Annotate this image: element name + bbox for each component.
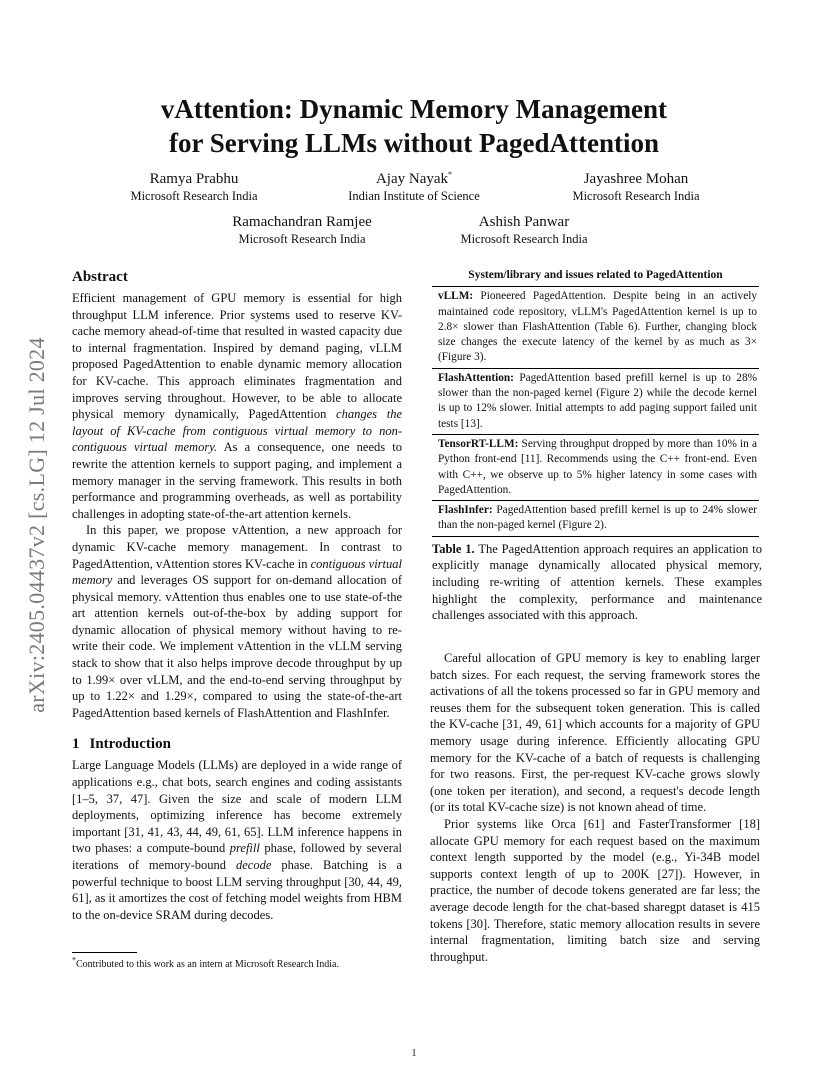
table-row: TensorRT-LLM: Serving throughput dropped by more than 10% in a Python front-end [11]. Recommends using the C++ front-end. Even with C++, we observe up to 5% higher latency in some cases with PagedAttention.: [432, 435, 759, 501]
author-name: Ramachandran Ramjee: [232, 214, 372, 230]
section-heading-introduction: 1 Introduction: [72, 736, 171, 753]
table-row: vLLM: Pioneered PagedAttention. Despite being in an actively maintained code repository, vLLM's PagedAttention kernel is up to 2.8× slower than FlashAttention (Table 6). Further, changing block size changes the execute latency of the kernel by as much as 3× (Figure 3).: [432, 287, 759, 368]
paper-title-line-1: vAttention: Dynamic Memory Management: [160, 94, 668, 124]
footnote: *Contributed to this work as an intern at Microsoft Research India.: [72, 955, 339, 970]
author-name: Ramya Prabhu: [149, 171, 239, 187]
abstract-paragraph: In this paper, we propose vAttention, a new approach for dynamic KV-cache memory management. In contrast to PagedAttention, vAttention stores KV-cache in contiguous virtual memory and leverages OS support for on-demand allocation of physical memory. vAttention thus enables one to use state-of-the art attention kernels out-of-the-box by adding support for dynamic allocation of physical memory without having to re-write their code. We implement vAttention in the vLLM serving stack to show that it also helps improve decode throughput by up to 1.99× over vLLM, and the end-to-end serving throughput by up to 1.22× and 1.29×, compared to using the state-of-the-art PagedAttention based kernels of FlashAttention and FlashInfer.: [72, 523, 402, 720]
footnote-rule: [72, 952, 137, 953]
intro-paragraph: Prior systems like Orca [61] and FasterTransformer [18] allocate GPU memory for each request based on the maximum context length supported by the model (e.g., Yi-34B model supports context length of up to 200K [27]). However, in practice, the number of decode tokens generated are far less; the average decode length for the chat-based sharegpt dataset is 415 tokens [30]. Therefore, static memory allocation results in severe internal fragmentation, limiting batch size and serving throughput.: [430, 816, 760, 964]
arxiv-stamp-text: arXiv:2405.04437v2 [cs.LG] 12 Jul 2024: [24, 337, 49, 713]
author-block: [434, 213, 614, 247]
author-affiliation: Microsoft Research India: [460, 232, 588, 246]
table-row: FlashInfer: PagedAttention based prefill kernel is up to 24% slower than the non-paged kernel (Figure 2).: [432, 501, 759, 537]
author-block: [104, 170, 284, 204]
author-name: Jayashree Mohan: [583, 171, 689, 187]
author-name: Ajay Nayak*: [375, 170, 453, 187]
author-affiliation: Microsoft Research India: [130, 189, 258, 203]
author-affiliation: Indian Institute of Science: [348, 189, 480, 203]
intro-paragraph: Careful allocation of GPU memory is key to enabling larger batch sizes. For each request, the serving framework stores the activations of all the tokens processed so far in GPU memory and reuses them for the subsequent token generation. This is called the KV-cache [31, 49, 61] which accounts for a majority of GPU memory usage during inference. Efficiently allocating GPU memory for the KV-cache of a batch of requests is challenging for two reasons. First, the per-request KV-cache grows slowly (one token per iteration), and second, a request's decode length (or its total KV-cache size) is not known ahead of time.: [430, 651, 760, 815]
author-block: [324, 170, 504, 204]
author-block: [546, 170, 726, 204]
paper-title-line-2: for Serving LLMs without PagedAttention: [169, 128, 659, 158]
left-column: [72, 268, 402, 923]
author-affiliation: Microsoft Research India: [238, 232, 366, 246]
page-number: 1: [411, 1048, 417, 1059]
table-title: System/library and issues related to PagedAttention: [432, 268, 759, 287]
table-row: FlashAttention: PagedAttention based prefill kernel is up to 28% slower than the non-paged kernel (Figure 2) while the decode kernel is up to 12% slower. Initial attempts to add paging support failed unit tests [13].: [432, 369, 759, 435]
table-1: [432, 268, 762, 624]
author-footnote-mark: *: [448, 170, 453, 179]
right-column: [430, 650, 760, 965]
intro-paragraph: Large Language Models (LLMs) are deployed in a wide range of applications e.g., chat bots, search engines and coding assistants [1–5, 37, 47]. Given the size and scale of modern LLM deployments, optimizing inference has become extremely important [31, 41, 43, 44, 49, 61, 65]. LLM inference happens in two phases: a compute-bound prefill phase, followed by several iterations of memory-bound decode phase. Batching is a powerful technique to boost LLM serving throughput [30, 44, 49, 61], as it amortizes the cost of fetching model weights from HBM to the on-device SRAM during decodes.: [72, 758, 402, 922]
author-affiliation: Microsoft Research India: [572, 189, 700, 203]
abstract-paragraph: Efficient management of GPU memory is essential for high throughput LLM inference. Prior systems used to reserve KV-cache memory ahead-of-time that resulted in wasted capacity due to internal fragmentation. Inspired by demand paging, vLLM proposed PagedAttention to enable dynamic memory allocation for KV-cache. This approach eliminates fragmentation and improves serving throughout. However, to be able to allocate physical memory dynamically, PagedAttention changes the layout of KV-cache from contiguous virtual memory to non-contiguous virtual memory. As a consequence, one needs to rewrite the attention kernels to support paging, and implement a memory manager in the serving framework. This results in both performance and programming overheads, as well as portability challenges in adopting state-of-the-art attention kernels.: [72, 291, 403, 521]
abstract-heading: Abstract: [72, 269, 128, 285]
author-block: [212, 213, 392, 247]
author-name: Ashish Panwar: [478, 214, 570, 230]
paper-title: [0, 92, 828, 160]
table-caption: Table 1. The PagedAttention approach requires an application to explicitly manage dynamically allocated physical memory, including re-writing of attention kernels. These examples highlight the complexity, performance and maintenance challenges associated with this approach.: [432, 541, 762, 623]
